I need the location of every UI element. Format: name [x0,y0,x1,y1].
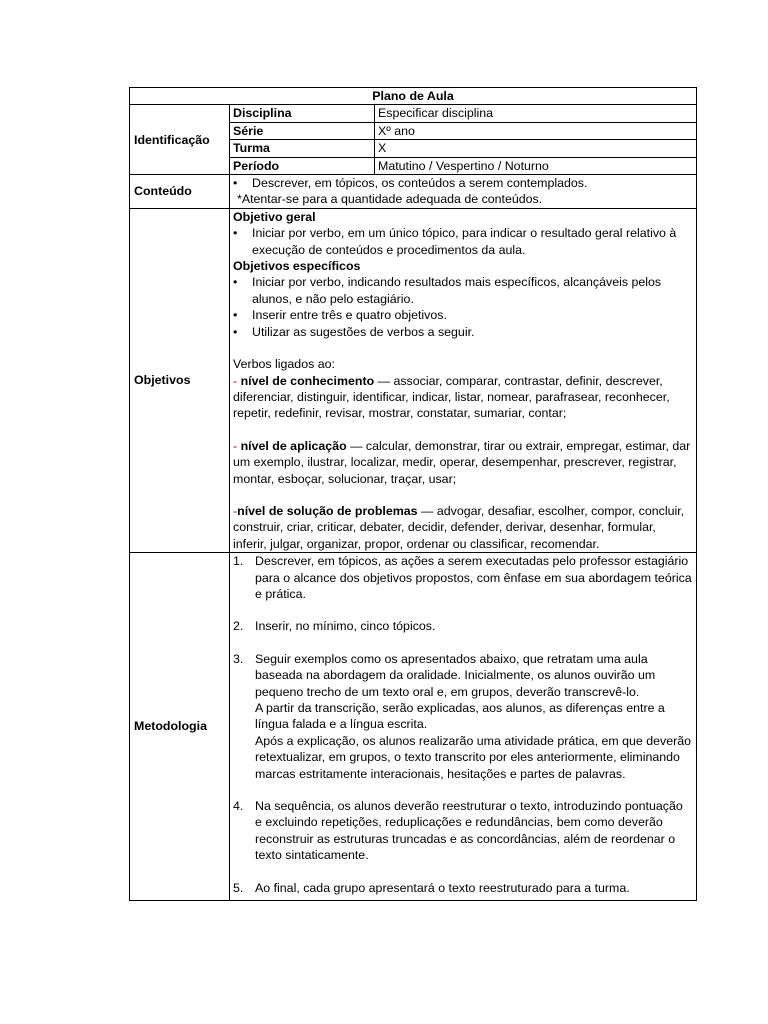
conteudo-note: *Atentar-se para a quantidade adequada de conteúdos. [237,192,543,207]
metodologia-item: 4. Na sequência, os alunos deverão reestruturar o texto, introduzindo pontuação e excluindo repetições, reduplicações e redundâncias, bem como deverão reconstruir as estruturas truncadas e as concordâncias, além de reordenar o texto sintaticamente. [233,799,683,863]
conhecimento-term: nível de conhecimento [240,373,375,388]
dash-marker: - [233,503,238,518]
metodologia-item: 2. Inserir, no mínimo, cinco tópicos. [233,619,436,634]
dash-marker: - [233,438,238,453]
objetivo-geral-heading: Objetivo geral [233,209,316,224]
conteudo-label: Conteúdo [130,175,230,209]
metodologia-list [233,553,693,896]
conteudo-cell [230,175,697,209]
objetivos-cell [230,208,697,552]
metodologia-item-paragraph: Após a explicação, os alunos realizarão uma atividade prática, em que deverão retextualizar, em grupos, o texto transcrito por eles anteriormente, eliminando marcas estritamente interacionais, hesitações e partes de palavras. [255,733,691,781]
metodologia-row [130,553,697,901]
verbos-intro: Verbos ligados ao: [233,357,335,372]
conteudo-list [233,175,693,191]
metodologia-item: 3. Seguir exemplos como os apresentados abaixo, que retratam uma aula baseada na abordagem da oralidade. Inicialmente, os alunos ouvirão um pequeno trecho de um texto oral e, em grupos, deverão transcrevê-lo. [233,651,656,699]
value-periodo: Matutino / Vespertino / Noturno [375,157,697,174]
metodologia-item-paragraph: A partir da transcrição, serão explicadas, aos alunos, as diferenças entre a língua falada e a língua escrita. [255,701,665,732]
objetivos-especificos-list [233,274,693,340]
aplicacao-text: — calcular, demonstrar, tirar ou extrair, empregar, estimar, dar um exemplo, ilustrar, localizar, medir, operar, desempenhar, prescrever, registrar, montar, esboçar, solucionar, traçar, usar; [233,438,691,486]
objetivos-especificos-heading: Objetivos específicos [233,259,361,274]
metodologia-cell [230,553,697,901]
solucao-term: nível de solução de problemas [237,503,418,518]
value-serie: Xº ano [375,122,697,139]
field-turma: Turma [230,140,375,157]
field-disciplina: Disciplina [230,105,375,122]
metodologia-label: Metodologia [130,553,230,901]
value-turma: X [375,140,697,157]
metodologia-item: 1. Descrever, em tópicos, as ações a serem executadas pelo professor estagiário para o alcance dos objetivos propostos, com ênfase em sua abordagem teórica e prática. [233,554,692,601]
title-row [130,88,697,105]
verbos-solucao-cont: inferir, julgar, organizar, propor, ordenar ou classificar, recomendar. [233,536,600,551]
verbos-conhecimento [233,373,693,422]
aplicacao-term: nível de aplicação [240,438,347,453]
objetivo-especifico-item: • Iniciar por verbo, indicando resultados mais específicos, alcançáveis pelos alunos, e não pelo estagiário. [233,274,693,307]
objetivos-label: Objetivos [130,208,230,552]
conhecimento-text: — associar, comparar, contrastar, definir, descrever, diferenciar, distinguir, identificar, indicar, listar, nomear, parafrasear, reconhecer, repetir, redefinir, revisar, mostrar, constatar, sumariar, contar; [233,373,670,421]
objetivo-geral-bullet: • Iniciar por verbo, em um único tópico, para indicar o resultado geral relativo à execução de conteúdos e procedimentos da aula. [233,225,693,258]
plan-title: Plano de Aula [130,88,697,105]
identificacao-label: Identificação [130,105,230,175]
field-periodo: Período [230,157,375,174]
dash-marker: - [233,373,238,388]
objetivo-geral-list [233,225,693,258]
field-serie: Série [230,122,375,139]
lesson-plan-table [129,87,697,901]
solucao-text: — advogar, desafiar, escolher, compor, concluir, construir, criar, criticar, debater, decidir, defender, derivar, desenhar, formular, [233,503,685,535]
metodologia-item: 5. Ao final, cada grupo apresentará o texto reestruturado para a turma. [233,880,630,895]
conteudo-bullet: • Descrever, em tópicos, os conteúdos a serem contemplados. [233,175,693,191]
value-disciplina: Especificar disciplina [375,105,697,122]
identificacao-row-disciplina [130,105,697,122]
objetivos-row [130,208,697,552]
verbos-solucao [233,503,693,536]
verbos-aplicacao [233,438,693,487]
objetivo-especifico-item: • Inserir entre três e quatro objetivos. [233,307,693,323]
objetivo-especifico-item: • Utilizar as sugestões de verbos a seguir. [233,324,693,340]
conteudo-row [130,175,697,209]
